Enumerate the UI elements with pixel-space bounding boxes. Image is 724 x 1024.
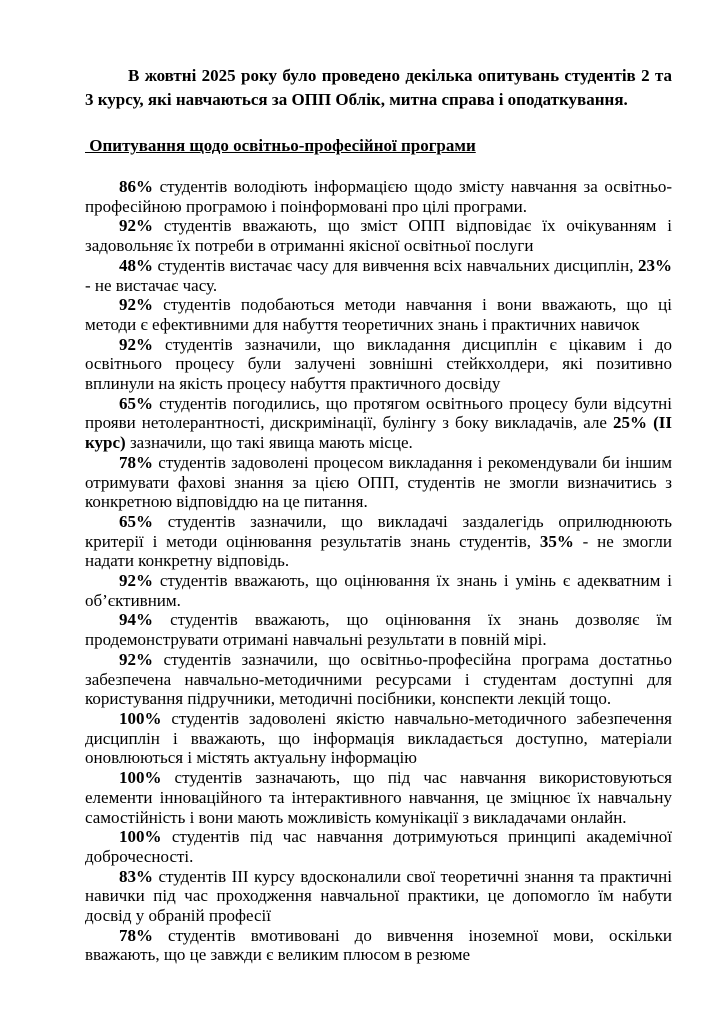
paragraph-text: студентів зазначають, що під час навчання використовуються елементи інноваційного та інтерактивного навчання, це зміцнює їх навчальну самостійність і вони мають можливість комунікації з викладачами онлайн. <box>85 768 672 827</box>
survey-paragraph <box>85 335 672 394</box>
paragraph-text: студентів під час навчання дотримуються принципі академічної доброчесності. <box>85 827 672 866</box>
percentage-value: 100% <box>119 768 162 788</box>
percentage-value: 78% <box>119 925 153 945</box>
survey-paragraph <box>85 827 672 866</box>
paragraph-text: студентів задоволені якістю навчально-методичного забезпечення дисциплін і вважають, що інформація викладається доступно, матеріали оновлюються і містять актуальну інформацію <box>85 708 672 768</box>
survey-paragraph <box>85 453 672 512</box>
intro-paragraph: В жовтні 2025 року було проведено декілька опитувань студентів 2 та 3 курсу, які навчаються за ОПП Облік, митна справа і оподаткування. <box>85 66 672 109</box>
paragraph-text: студентів зазначили, що викладання дисциплін є цікавим і до освітнього процесу були залучені зовнішні стейкхолдери, які позитивно вплинули на якість процесу набуття практичного досвіду <box>85 334 672 394</box>
survey-paragraph <box>85 177 672 216</box>
survey-paragraph <box>85 295 672 334</box>
survey-paragraph <box>85 394 672 453</box>
survey-paragraph <box>85 512 672 571</box>
percentage-value: 35% <box>539 531 574 551</box>
survey-paragraph <box>85 610 672 649</box>
percentage-value: 48% <box>119 255 153 275</box>
survey-paragraph <box>85 571 672 610</box>
percentage-value: 78% <box>119 452 153 472</box>
paragraph-text: студентів вважають, що зміст ОПП відповідає їх очікуванням і задовольняє їх потреби в отриманні якісної освітньої послуги <box>85 216 672 256</box>
percentage-value: 94% <box>119 610 153 630</box>
percentage-value: 23% <box>638 255 672 275</box>
paragraph-text: - не змогли надати конкретну відповідь. <box>85 531 672 571</box>
paragraph-text: студентів володіють інформацією щодо змісту навчання за освітньо-професійною програмою і поінформовані про цілі програми. <box>85 177 672 216</box>
section-heading-text: Опитування щодо освітньо-професійної програми <box>85 136 476 155</box>
paragraph-text: зазначили, що такі явища мають місце. <box>125 433 413 453</box>
paragraph-text: студентів погодились, що протягом освітнього процесу були відсутні прояви нетолерантності, дискримінації, булінгу з боку викладачів, але <box>85 393 672 433</box>
percentage-value: 92% <box>119 216 153 236</box>
paragraph-text: студентів задоволені процесом викладання і рекомендували би іншим отримувати фахові знання за цією ОПП, студентів не змогли визначитись з конкретною відповіддю на це питання. <box>85 452 672 512</box>
survey-paragraph <box>85 867 672 926</box>
percentage-value: 92% <box>119 295 153 315</box>
survey-paragraph <box>85 256 672 295</box>
survey-paragraph <box>85 216 672 255</box>
paragraph-text: студентів вважають, що оцінювання їх знань дозволяє їм продемонструвати отримані навчальні результати в повній мірі. <box>85 610 672 650</box>
percentage-value: 92% <box>119 649 153 669</box>
percentage-value: 92% <box>119 571 153 591</box>
paragraph-text: студентів зазначили, що викладачі заздалегідь оприлюднюють критерії і методи оцінювання результатів знань студентів, <box>85 511 672 551</box>
survey-paragraph <box>85 768 672 827</box>
paragraph-text: студентів зазначили, що освітньо-професійна програма достатньо забезпечена навчально-методичними ресурсами і студентам доступні для користування підручники, методичні посібники, конспекти лекцій тощо. <box>85 649 672 709</box>
survey-paragraph <box>85 709 672 768</box>
percentage-value: 92% <box>119 334 153 354</box>
percentage-value: 25% (ІІ курс) <box>85 413 672 453</box>
percentage-value: 100% <box>119 708 162 728</box>
section-heading <box>85 134 672 158</box>
paragraph-text: студентів вистачає часу для вивчення всіх навчальних дисциплін, <box>153 255 638 275</box>
percentage-value: 83% <box>119 866 153 886</box>
survey-paragraph <box>85 650 672 709</box>
survey-paragraph <box>85 926 672 965</box>
paragraph-text: - не вистачає часу. <box>85 275 218 295</box>
paragraph-text: студентів вважають, що оцінювання їх знань і умінь є адекватним і об’єктивним. <box>85 571 672 610</box>
percentage-value: 65% <box>119 511 153 531</box>
survey-results-list <box>85 177 672 965</box>
paragraph-text: студентів ІІІ курсу вдосконалили свої теоретичні знання та практичні навички під час проходження навчальної практики, це допомогло їм набути досвід у обраній професії <box>85 866 672 926</box>
percentage-value: 65% <box>119 393 153 413</box>
percentage-value: 86% <box>119 177 153 196</box>
paragraph-text: студентів вмотивовані до вивчення іноземної мови, оскільки вважають, що це завжди є великим плюсом в резюме <box>85 925 672 965</box>
percentage-value: 100% <box>119 827 162 847</box>
paragraph-text: студентів подобаються методи навчання і вони вважають, що ці методи є ефективними для набуття теоретичних знань і практичних навичок <box>85 295 672 334</box>
